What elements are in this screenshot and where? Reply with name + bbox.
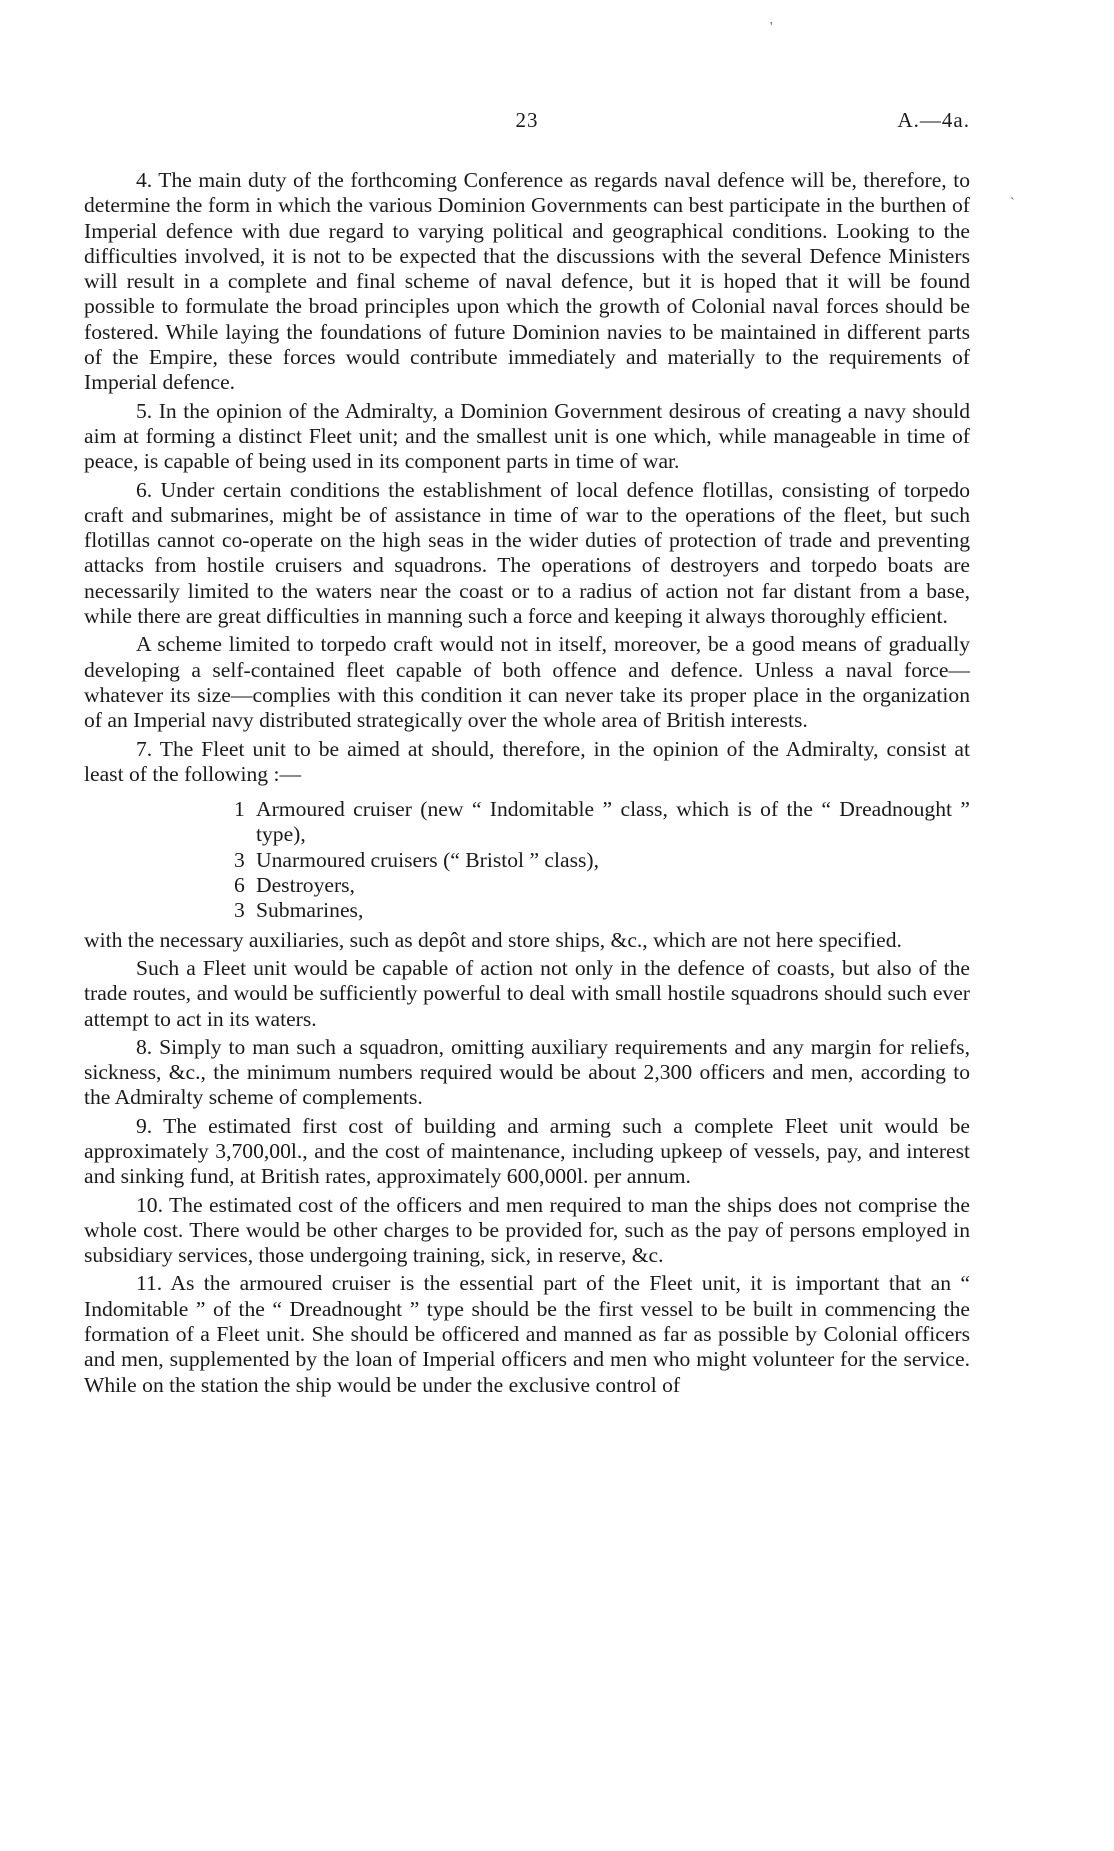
scan-speck: ' xyxy=(770,20,773,35)
list-item-quantity: 3 xyxy=(234,898,245,923)
paragraph-10: 10. The estimated cost of the officers and men required to man the ships does not comprise the whole cost. There would be other charges to be provided for, such as the pay of persons employed in subsidiary services, those undergoing training, sick, in reserve, &c. xyxy=(84,1192,970,1268)
list-item-description: Submarines, xyxy=(256,898,364,923)
list-item-description: Armoured cruiser (new “ Indomitable ” class, which is of the “ Dreadnought ” type), xyxy=(256,797,970,847)
list-item-quantity: 6 xyxy=(234,873,245,898)
paragraph-9: 9. The estimated first cost of building and arming such a complete Fleet unit would be approximately 3,700,00l., and the cost of maintenance, including upkeep of vessels, pay, and interest and sinking fund, at British rates, approximately 600,000l. per annum. xyxy=(84,1113,970,1189)
list-item-description: Destroyers, xyxy=(256,873,355,898)
paragraph-fleet-capability: Such a Fleet unit would be capable of action not only in the defence of coasts, but also of the trade routes, and would be sufficiently powerful to deal with small hostile squadrons should such ever attempt to act in its waters. xyxy=(84,955,970,1031)
list-item-quantity: 3 xyxy=(234,847,245,872)
document-body xyxy=(84,168,970,1401)
list-item xyxy=(234,898,970,923)
document-reference: A.—4a. xyxy=(897,108,970,132)
list-item xyxy=(234,848,970,873)
paragraph-11: 11. As the armoured cruiser is the essential part of the Fleet unit, it is important that an “ Indomitable ” of the “ Dreadnought ” type should be the first vessel to be built in commencing the formation of a Fleet unit. She should be officered and manned as far as possible by Colonial officers and men, supplemented by the loan of Imperial officers and men who might volunteer for the service. While on the station the ship would be under the exclusive control of xyxy=(84,1271,970,1397)
list-item-quantity: 1 xyxy=(234,797,245,822)
paragraph-5: 5. In the opinion of the Admiralty, a Dominion Government desirous of creating a navy should aim at forming a distinct Fleet unit; and the smallest unit is one which, while manageable in time of peace, is capable of being used in its component parts in time of war. xyxy=(84,398,970,474)
paragraph-6: 6. Under certain conditions the establishment of local defence flotillas, consisting of torpedo craft and submarines, might be of assistance in time of war to the operations of the fleet, but such flotillas cannot co-operate on the high seas in the wider duties of protection of trade and preventing attacks from hostile cruisers and squadrons. The operations of destroyers and torpedo boats are necessarily limited to the waters near the coast or to a radius of action not far distant from a base, while there are great difficulties in manning such a force and keeping it always thoroughly efficient. xyxy=(84,477,970,629)
fleet-unit-list xyxy=(84,797,970,923)
paragraph-7: 7. The Fleet unit to be aimed at should, therefore, in the opinion of the Admiralty, consist at least of the following :— xyxy=(84,736,970,786)
list-item-description: Unarmoured cruisers (“ Bristol ” class), xyxy=(256,847,599,872)
paragraph-4: 4. The main duty of the forthcoming Conference as regards naval defence will be, therefore, to determine the form in which the various Dominion Governments can best participate in the burthen of Imperial defence with due regard to varying political and geographical conditions. Looking to the difficulties involved, it is not to be expected that the discussions with the several Defence Ministers will result in a complete and final scheme of naval defence, but it is hoped that it will be found possible to formulate the broad principles upon which the growth of Colonial naval forces should be fostered. While laying the foundations of future Dominion navies to be maintained in different parts of the Empire, these forces would contribute immediately and materially to the requirements of Imperial defence. xyxy=(84,168,970,395)
page-number: 23 xyxy=(515,108,539,132)
paragraph-7-continued: with the necessary auxiliaries, such as depôt and store ships, &c., which are not here specified. xyxy=(84,927,902,952)
list-item xyxy=(234,797,970,848)
scan-speck: ` xyxy=(1010,196,1015,211)
list-item xyxy=(234,873,970,898)
page-header xyxy=(84,108,970,138)
paragraph-8: 8. Simply to man such a squadron, omitting auxiliary requirements and any margin for reliefs, sickness, &c., the minimum numbers required would be about 2,300 officers and men, according to the Admiralty scheme of complements. xyxy=(84,1034,970,1110)
paragraph-6-continued: A scheme limited to torpedo craft would not in itself, moreover, be a good means of gradually developing a self-contained fleet capable of both offence and defence. Unless a naval force—whatever its size—complies with this condition it can never take its proper place in the organization of an Imperial navy distributed strategically over the whole area of British interests. xyxy=(84,632,970,733)
